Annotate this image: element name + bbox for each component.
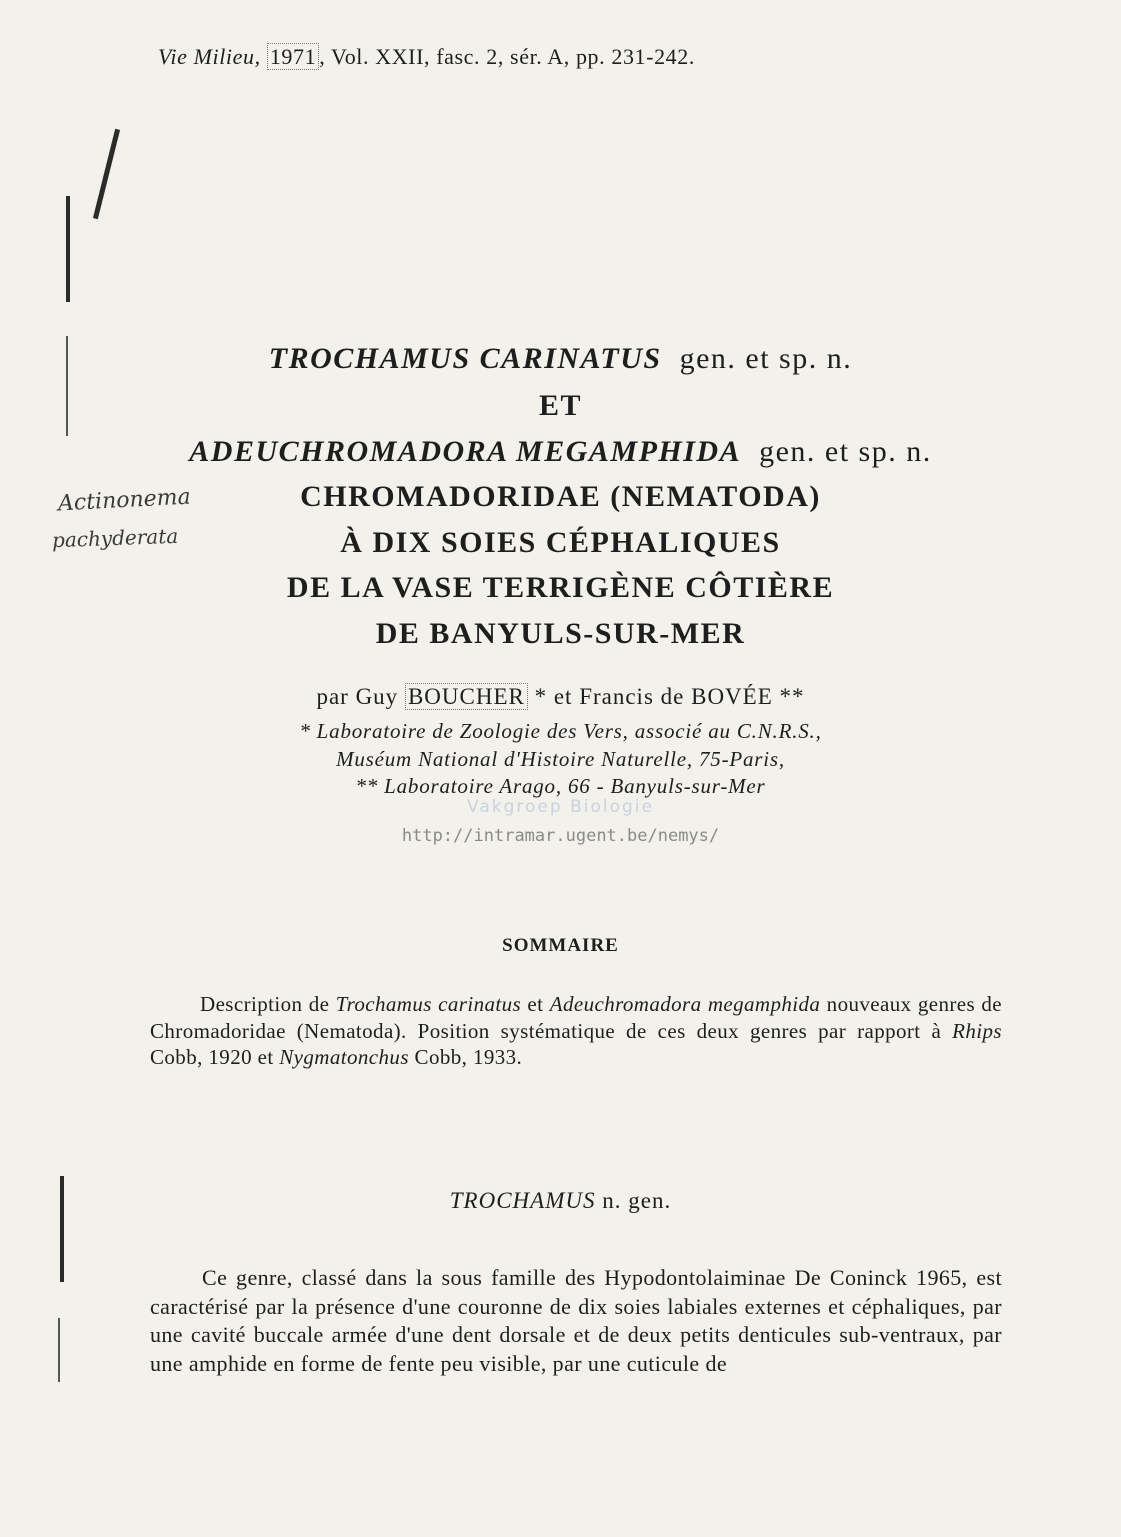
sommaire-text-2: et [521,992,550,1016]
sommaire-taxon-4: Nygmatonchus [279,1045,409,1069]
sommaire-taxon-3: Rhips [952,1018,1002,1043]
section-heading-genus: TROCHAMUS [449,1188,596,1213]
sommaire-taxon-2: Adeuchromadora megamphida [549,992,821,1016]
author-1-marker: * [534,684,548,709]
affiliation-line-3: ** Laboratoire Arago, 66 - Banyuls-sur-Mer [355,774,766,798]
title-genus-2: ADEUCHROMADORA MEGAMPHIDA [189,435,742,468]
margin-pen-stroke-1 [93,129,120,219]
author-middle: et Francis de [553,684,685,709]
author-prefix: par Guy [316,684,399,709]
title-species-tag-2: gen. et sp. n. [759,435,932,468]
section-paragraph: Ce genre, classé dans la sous famille des Hypodontolaiminae De Coninck 1965, est caractérisé par la présence d'une couronne de dix soies labiales externes et céphaliques, par une cavité buccale armée d'une dent dorsale et de deux petits denticules sub-ventraux, par une amphide en forme de fente peu visible, par une cuticule de [150,1265,1002,1376]
journal-name: Vie Milieu, [158,44,261,69]
watermark-url: http://intramar.ugent.be/nemys/ [401,826,720,846]
title-line-1 [0,342,1121,376]
title-line-4: CHROMADORIDAE (NEMATODA) [300,480,821,513]
watermark-organization: Vakgroep Biologie [467,797,654,817]
sommaire-paragraph [150,991,1002,1071]
journal-volume-pages: , Vol. XXII, fasc. 2, sér. A, pp. 231-242. [319,44,695,69]
title-line-5: À DIX SOIES CÉPHALIQUES [340,526,781,559]
title-line-2: ET [538,389,583,422]
handwritten-note-1: Actinonema [57,484,192,517]
journal-citation [158,44,695,70]
title-line-3 [0,435,1121,469]
title-line-6: DE LA VASE TERRIGÈNE CÔTIÈRE [286,571,835,604]
journal-year: 1971 [267,43,319,70]
author-1-surname: BOUCHER [405,683,528,710]
margin-pen-stroke-2 [66,196,70,302]
sommaire-text-4: Cobb, 1920 et [150,1045,280,1069]
sommaire-text-3: nouveaux genres de Chromadoridae (Nematoda). Position systématique de ces deux genres par rapport à [150,992,1002,1043]
sommaire-taxon-1: Trochamus carinatus [335,992,522,1016]
title-genus-1: TROCHAMUS CARINATUS [268,342,662,375]
section-heading-tag: n. gen. [602,1188,672,1213]
author-line [0,684,1121,710]
handwritten-note-2: pachyderata [51,523,179,553]
title-line-7: DE BANYULS-SUR-MER [375,617,746,650]
sommaire-heading: SOMMAIRE [502,935,619,956]
margin-pen-stroke-5 [58,1318,60,1382]
author-2-surname: BOVÉE [691,684,773,709]
section-heading [0,1188,1121,1214]
sommaire-text-5: Cobb, 1933. [408,1045,523,1069]
affiliation-line-1: * Laboratoire de Zoologie des Vers, associé au C.N.R.S., [299,719,822,743]
title-species-tag-1: gen. et sp. n. [679,342,853,375]
sommaire-text-1: Description de [200,992,336,1016]
author-2-marker: ** [779,684,805,709]
affiliation-line-2: Muséum National d'Histoire Naturelle, 75-Paris, [336,747,785,771]
